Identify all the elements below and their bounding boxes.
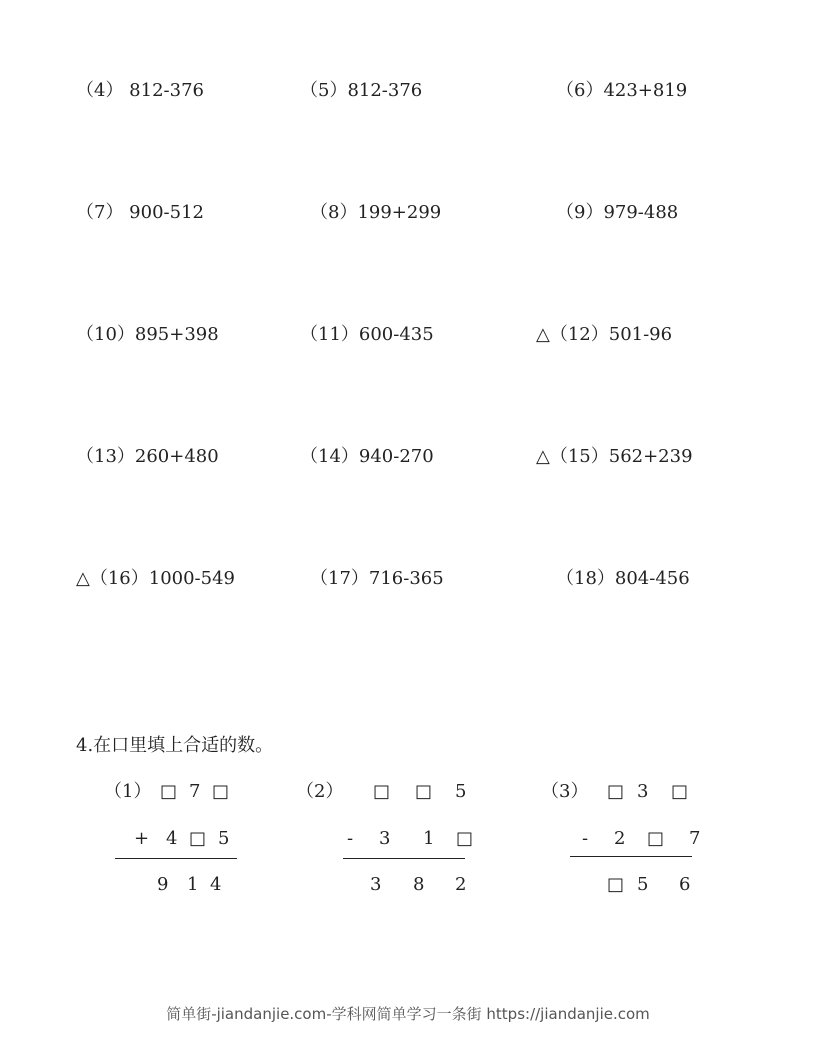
- digit: 2: [614, 828, 626, 849]
- problem-17: （17）716-365: [310, 568, 444, 589]
- problem-number: （2）: [296, 781, 344, 802]
- digit-box: □: [671, 781, 689, 802]
- sum-line: [115, 858, 237, 859]
- problem-4: （4） 812-376: [76, 80, 204, 101]
- digit: 4: [210, 874, 222, 895]
- digit: 3: [637, 781, 649, 802]
- digit: 5: [218, 828, 230, 849]
- digit: 5: [637, 874, 649, 895]
- digit: 7: [189, 781, 201, 802]
- digit: 3: [379, 828, 391, 849]
- problem-15: △（15）562+239: [536, 446, 693, 467]
- digit-box: □: [607, 874, 625, 895]
- problem-6: （6）423+819: [556, 80, 688, 101]
- digit-box: □: [189, 828, 207, 849]
- digit-box: □: [607, 781, 625, 802]
- difference-line: [570, 856, 692, 857]
- digit-box: □: [415, 781, 433, 802]
- problem-number: （3）: [541, 781, 589, 802]
- problem-9: （9）979-488: [556, 202, 679, 223]
- digit: 8: [413, 874, 425, 895]
- footer-text: 简单街-jiandanjie.com-学科网简单学习一条街 https://jiandanjie.com: [166, 1005, 650, 1023]
- section-4-title: 4.在口里填上合适的数。: [76, 735, 274, 756]
- problem-11: （11）600-435: [300, 324, 434, 345]
- digit-box: □: [212, 781, 230, 802]
- problem-number: （1）: [104, 781, 152, 802]
- digit: 1: [187, 874, 199, 895]
- problem-13: （13）260+480: [76, 446, 219, 467]
- problem-18: （18）804-456: [556, 568, 690, 589]
- digit-box: □: [373, 781, 391, 802]
- problem-7: （7） 900-512: [76, 202, 204, 223]
- minus-operator: -: [582, 828, 589, 849]
- problem-10: （10）895+398: [76, 324, 219, 345]
- minus-operator: -: [347, 828, 354, 849]
- digit-box: □: [160, 781, 178, 802]
- digit: 3: [370, 874, 382, 895]
- digit: 7: [689, 828, 701, 849]
- problem-5: （5）812-376: [300, 80, 423, 101]
- difference-line: [343, 858, 465, 859]
- digit: 6: [679, 874, 691, 895]
- problem-8: （8）199+299: [310, 202, 442, 223]
- digit: 9: [157, 874, 169, 895]
- digit: 5: [455, 781, 467, 802]
- digit-box: □: [647, 828, 665, 849]
- problem-14: （14）940-270: [300, 446, 434, 467]
- digit: 4: [166, 828, 178, 849]
- problem-16: △（16）1000-549: [76, 568, 235, 589]
- digit: 1: [423, 828, 435, 849]
- digit: 2: [455, 874, 467, 895]
- problem-12: △（12）501-96: [536, 324, 673, 345]
- digit-box: □: [456, 828, 474, 849]
- plus-operator: +: [134, 828, 150, 849]
